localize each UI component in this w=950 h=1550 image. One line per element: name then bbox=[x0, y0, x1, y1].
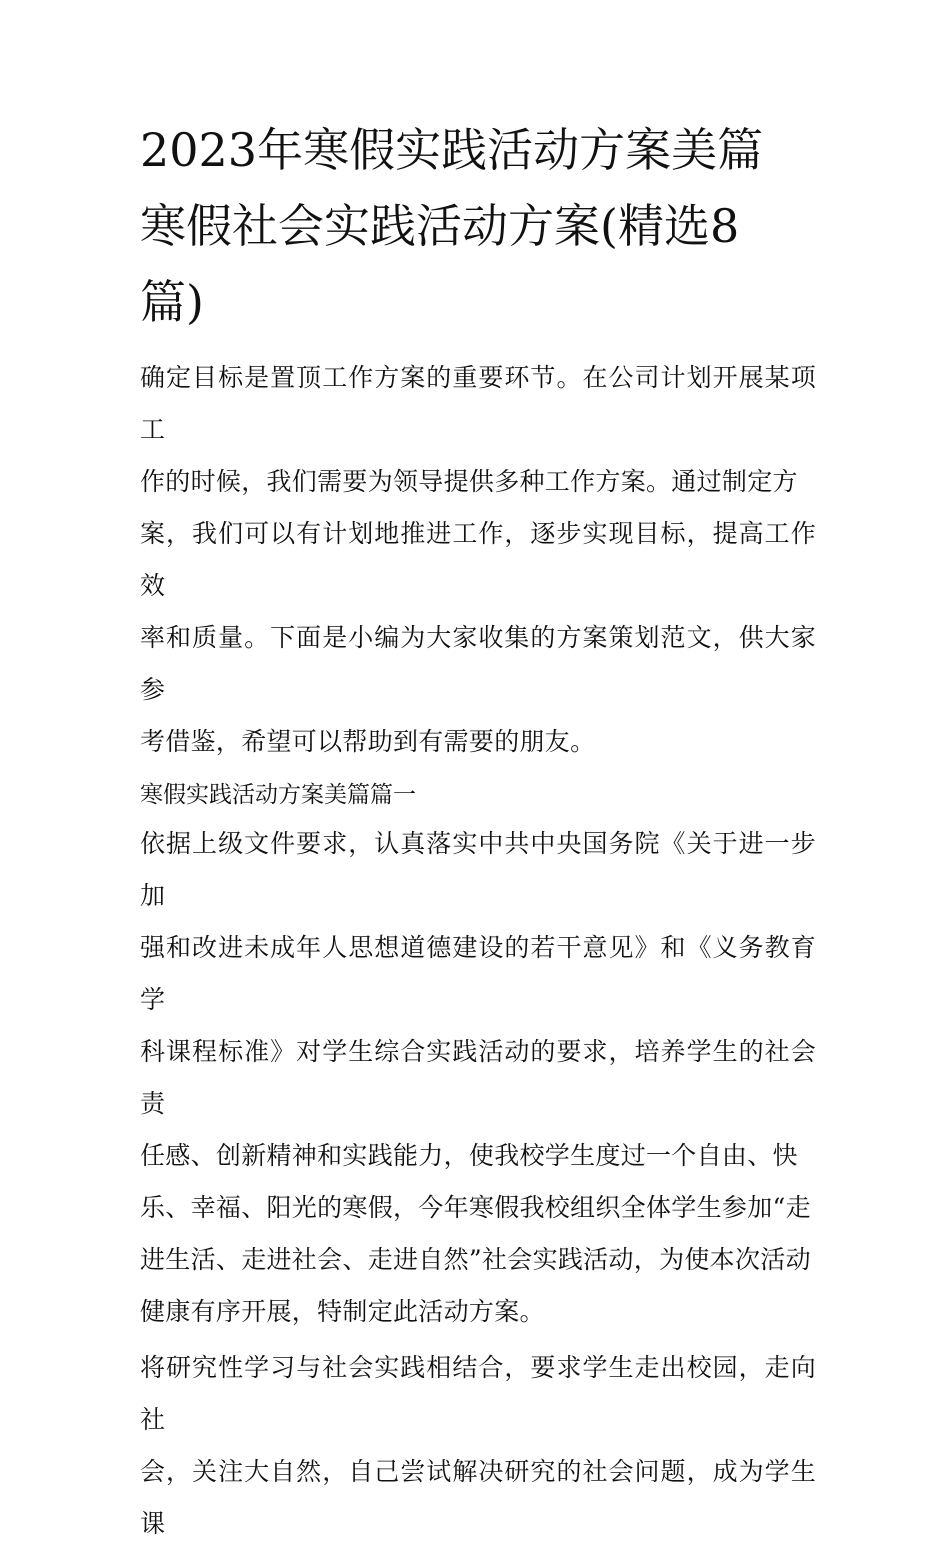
intro-line: 确定目标是置顶工作方案的重要环节。在公司计划开展某项工 bbox=[140, 363, 816, 444]
section-heading: 寒假实践活动方案美篇篇一 bbox=[140, 782, 416, 808]
intro-line: 考借鉴，希望可以帮助到有需要的朋友。 bbox=[140, 727, 596, 756]
paragraph-line: 依据上级文件要求，认真落实中共中央国务院《关于进一步加 bbox=[140, 829, 816, 910]
paragraph-line: 会，关注大自然，自己尝试解决研究的社会问题，成为学生课 bbox=[140, 1457, 816, 1538]
paragraph-line: 科课程标准》对学生综合实践活动的要求，培养学生的社会责 bbox=[140, 1037, 816, 1118]
title-line-3: 篇) bbox=[140, 275, 204, 329]
title-line-2: 寒假社会实践活动方案(精选8 bbox=[140, 199, 740, 253]
paragraph-line: 进生活、走进社会、走进自然”社会实践活动，为使本次活动 bbox=[140, 1245, 811, 1274]
paragraph-line: 强和改进未成年人思想道德建设的若干意见》和《义务教育学 bbox=[140, 933, 816, 1014]
document-title bbox=[140, 112, 820, 340]
paragraph-line: 健康有序开展，特制定此活动方案。 bbox=[140, 1297, 545, 1326]
intro-line: 率和质量。下面是小编为大家收集的方案策划范文，供大家参 bbox=[140, 623, 816, 704]
paragraph-2 bbox=[140, 1342, 816, 1550]
intro-paragraph bbox=[140, 352, 816, 768]
paragraph-line: 任感、创新精神和实践能力，使我校学生度过一个自由、快 bbox=[140, 1141, 798, 1170]
title-line-1: 2023年寒假实践活动方案美篇 bbox=[140, 123, 764, 177]
paragraph-line: 将研究性学习与社会实践相结合，要求学生走出校园，走向社 bbox=[140, 1353, 816, 1434]
paragraph-line: 乐、幸福、阳光的寒假，今年寒假我校组织全体学生参加“走 bbox=[140, 1193, 811, 1222]
intro-line: 作的时候，我们需要为领导提供多种工作方案。通过制定方 bbox=[140, 467, 798, 496]
intro-line: 案，我们可以有计划地推进工作，逐步实现目标，提高工作效 bbox=[140, 519, 816, 600]
paragraph-1 bbox=[140, 818, 816, 1338]
document-body bbox=[140, 352, 816, 1550]
